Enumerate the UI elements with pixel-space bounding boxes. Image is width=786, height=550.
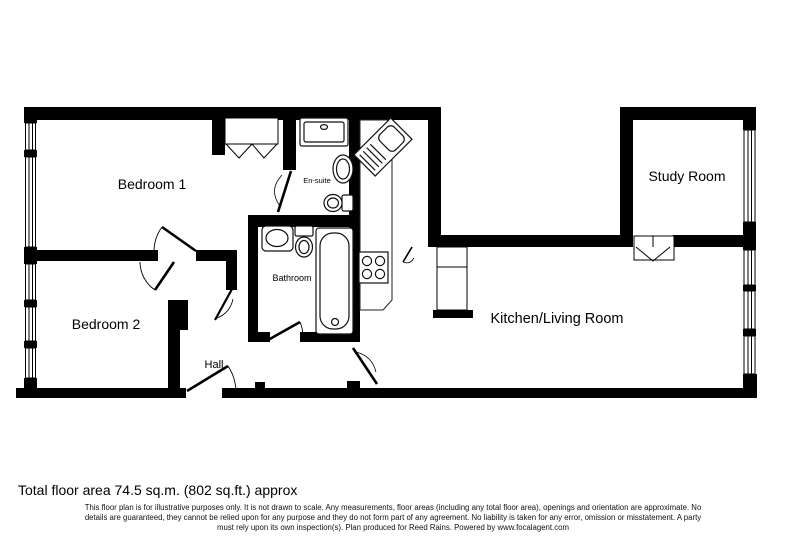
disclaimer-line: This floor plan is for illustrative purposes only. It is not drawn to scale. Any measurements, floor areas (including any total floor area), openings and orientation are approximate. No bbox=[84, 503, 702, 512]
door-living bbox=[353, 348, 377, 384]
bathroom-label: Bathroom bbox=[272, 273, 312, 283]
disclaimer bbox=[0, 503, 786, 532]
door-hall-inner bbox=[215, 289, 233, 320]
toilet-icon bbox=[295, 226, 313, 257]
bathtub-icon bbox=[316, 228, 353, 334]
shower-tray-icon bbox=[300, 118, 348, 146]
wardrobe-icon bbox=[634, 236, 674, 261]
basin-icon bbox=[262, 226, 293, 251]
disclaimer-line: details are guaranteed, they cannot be relied upon for any purpose and they do not form part of any agreement. No liability is taken for any error, omission or misstatement. A party bbox=[84, 512, 702, 522]
ensuite-label: En-suite bbox=[303, 176, 331, 185]
door-bedroom1 bbox=[154, 227, 196, 251]
total-floor-area: Total floor area 74.5 sq.m. (802 sq.ft.) approx bbox=[18, 482, 298, 498]
hob-icon bbox=[359, 252, 388, 283]
door-ensuite bbox=[274, 171, 291, 212]
kitchen-living-label: Kitchen/Living Room bbox=[490, 311, 624, 327]
hall-label: Hall bbox=[204, 359, 224, 371]
wardrobe-icon bbox=[225, 118, 278, 158]
door-bathroom bbox=[268, 322, 303, 340]
toilet-icon bbox=[324, 195, 353, 212]
study-room-label: Study Room bbox=[648, 168, 726, 184]
door-bedroom2 bbox=[140, 262, 174, 290]
cupboard-icon bbox=[403, 247, 467, 310]
disclaimer-line: must rely upon its own inspection(s). Plan produced for Reed Rains. Powered by www.focalagent.com bbox=[217, 522, 569, 532]
bedroom1-label: Bedroom 1 bbox=[117, 176, 187, 192]
window-icon bbox=[744, 130, 755, 374]
kitchen-counter bbox=[354, 118, 412, 310]
bedroom2-label: Bedroom 2 bbox=[71, 316, 141, 332]
basin-icon bbox=[333, 155, 353, 183]
